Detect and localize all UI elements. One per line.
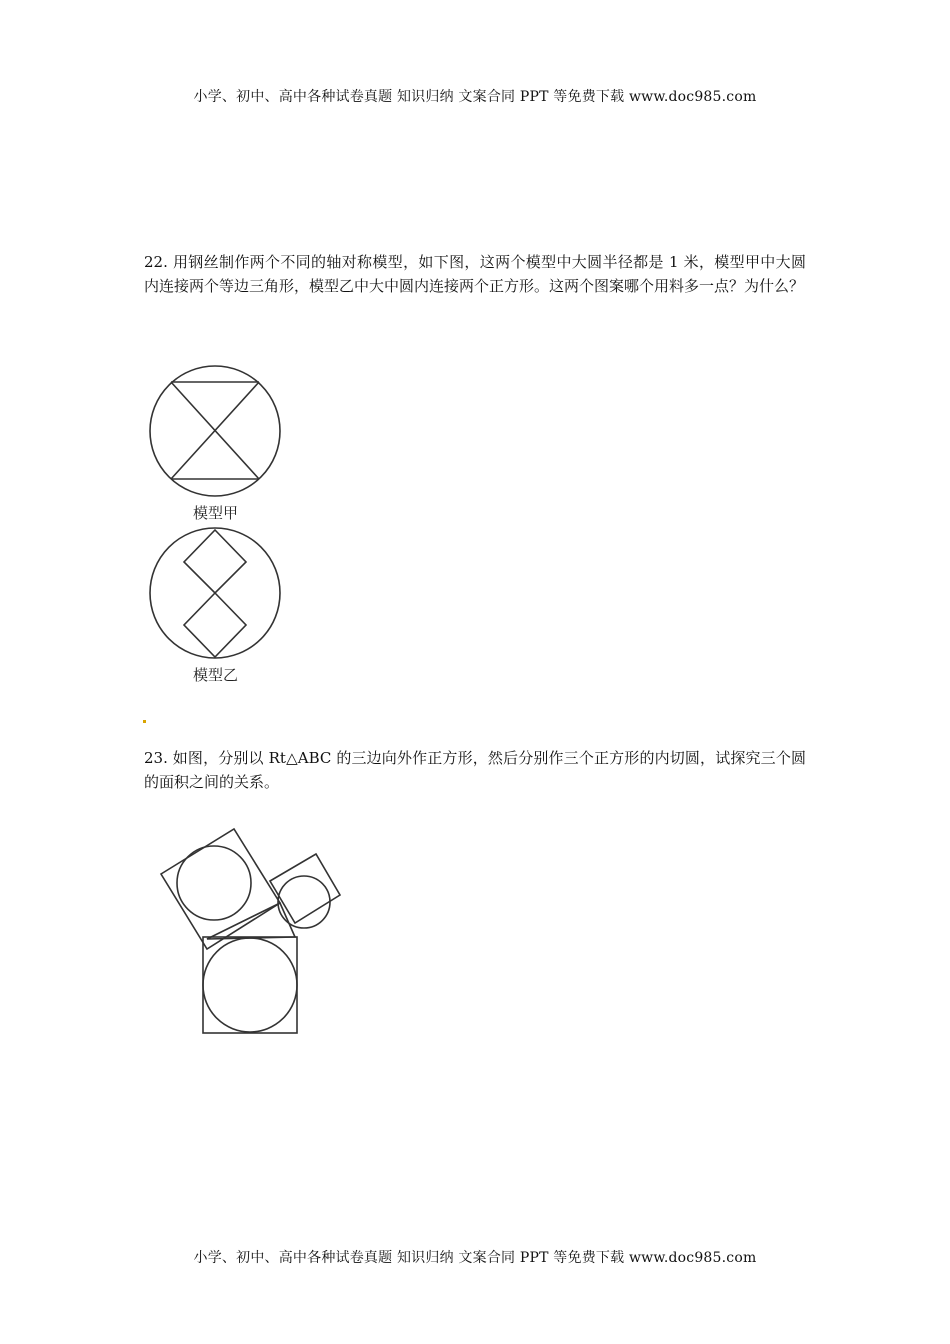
page-footer: 小学、初中、高中各种试卷真题 知识归纳 文案合同 PPT 等免费下载 www.doc985.com [193, 1250, 757, 1266]
circle-bottom [203, 938, 297, 1032]
model-b-upper-square [184, 530, 246, 593]
model-a-figure [150, 366, 280, 496]
circle-right [278, 876, 330, 928]
model-a-label: 模型甲 [193, 504, 239, 522]
question-22: 22. 用钢丝制作两个不同的轴对称模型，如下图，这两个模型中大圆半径都是 1 米，模型甲中大圆内连接两个等边三角形，模型乙中大中圆内连接两个正方形。这两个图案哪个用料多一点？为什么？ [144, 253, 806, 295]
model-b-lower-square [184, 593, 246, 657]
circle-left [177, 846, 251, 920]
model-b-label: 模型乙 [193, 666, 239, 684]
model-b-figure [150, 528, 280, 658]
stray-dot [143, 720, 146, 723]
question-23: 23. 如图，分别以 Rt△ABC 的三边向外作正方形，然后分别作三个正方形的内切圆，试探究三个圆的面积之间的关系。 [144, 749, 806, 791]
q23-figure [161, 829, 340, 1033]
page-header: 小学、初中、高中各种试卷真题 知识归纳 文案合同 PPT 等免费下载 www.doc985.com [193, 89, 757, 105]
